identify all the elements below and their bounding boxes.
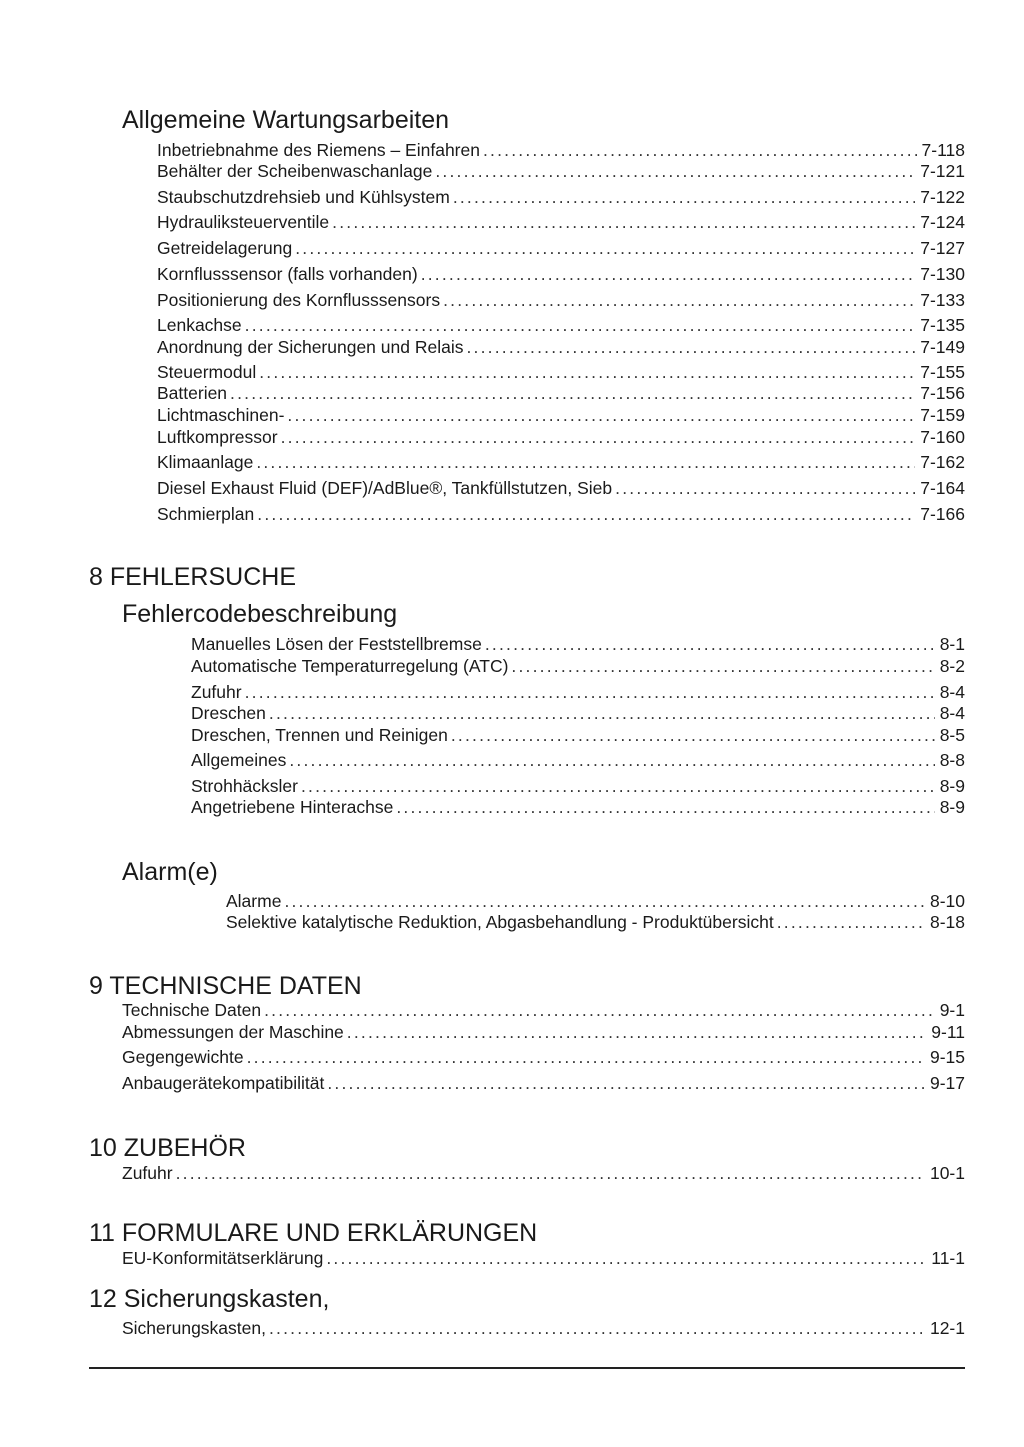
toc-page-number: 7-124: [920, 212, 965, 232]
toc-entry[interactable]: [157, 336, 965, 358]
toc-entry[interactable]: [157, 361, 965, 383]
toc-entry-title: Hydrauliksteuerventile: [157, 212, 330, 232]
toc-entry-title: Selektive katalytische Reduktion, Abgasbehandlung - Produktübersicht: [226, 912, 774, 932]
section-heading: Fehlercodebeschreibung: [122, 600, 398, 628]
toc-entry[interactable]: [122, 1247, 965, 1269]
toc-entry[interactable]: [191, 796, 965, 818]
toc-entry[interactable]: [191, 775, 965, 797]
toc-page-number: 7-156: [920, 383, 965, 403]
toc-entry[interactable]: [191, 702, 965, 724]
toc-entry-title: Dreschen: [191, 703, 266, 723]
footer-divider: [89, 1367, 965, 1369]
toc-leader-dots: [451, 724, 935, 746]
section-heading: Allgemeine Wartungsarbeiten: [122, 106, 450, 134]
toc-entry-title: Schmierplan: [157, 504, 255, 524]
chapter-heading: 9 TECHNISCHE DATEN: [89, 972, 362, 1000]
toc-entry[interactable]: [157, 404, 965, 426]
toc-entry-title: Angetriebene Hinterachse: [191, 797, 394, 817]
toc-entry[interactable]: [157, 211, 965, 233]
toc-leader-dots: [421, 263, 916, 285]
toc-entry-title: Technische Daten: [122, 1000, 262, 1020]
toc-entry[interactable]: [157, 139, 965, 161]
toc-entry[interactable]: [191, 724, 965, 746]
toc-leader-dots: [347, 1021, 926, 1043]
toc-entry[interactable]: [122, 1317, 965, 1339]
toc-page-number: 11-1: [931, 1248, 965, 1268]
toc-entry-title: Dreschen, Trennen und Reinigen: [191, 725, 448, 745]
toc-entry-title: EU-Konformitätserklärung: [122, 1248, 324, 1268]
toc-entry-title: Zufuhr: [191, 682, 242, 702]
toc-page-number: 7-122: [920, 187, 965, 207]
toc-leader-dots: [230, 382, 915, 404]
toc-entry[interactable]: [122, 1162, 965, 1184]
toc-entry-title: Automatische Temperaturregelung (ATC): [191, 656, 509, 676]
toc-entry[interactable]: [122, 1072, 965, 1094]
toc-page-number: 8-10: [929, 891, 965, 911]
toc-entry[interactable]: [226, 890, 965, 912]
toc-entry[interactable]: [122, 999, 965, 1021]
toc-page-number: 8-4: [939, 703, 965, 723]
toc-entry-title: Luftkompressor: [157, 427, 278, 447]
toc-leader-dots: [301, 775, 935, 797]
toc-leader-dots: [615, 477, 915, 499]
toc-page-number: 8-2: [939, 656, 965, 676]
toc-page-number: 8-8: [939, 750, 965, 770]
toc-entry[interactable]: [157, 263, 965, 285]
toc-entry[interactable]: [157, 503, 965, 525]
toc-entry[interactable]: [157, 289, 965, 311]
toc-entry-title: Staubschutzdrehsieb und Kühlsystem: [157, 187, 450, 207]
toc-entry[interactable]: [122, 1046, 965, 1068]
toc-entry-title: Lichtmaschinen-: [157, 405, 285, 425]
toc-entry-title: Getreidelagerung: [157, 238, 293, 258]
toc-page-number: 7-127: [920, 238, 965, 258]
toc-entry-title: Alarme: [226, 891, 282, 911]
toc-entry-title: Kornflusssensor (falls vorhanden): [157, 264, 418, 284]
toc-entry-title: Diesel Exhaust Fluid (DEF)/AdBlue®, Tankfüllstutzen, Sieb: [157, 478, 613, 498]
toc-page-number: 7-121: [920, 161, 965, 181]
chapter-heading: 10 ZUBEHÖR: [89, 1134, 246, 1162]
toc-page-number: 7-135: [920, 315, 965, 335]
toc-entry[interactable]: [157, 382, 965, 404]
toc-entry-title: Anbaugerätekompatibilität: [122, 1073, 325, 1093]
toc-leader-dots: [396, 796, 934, 818]
chapter-heading: 8 FEHLERSUCHE: [89, 563, 296, 591]
toc-entry[interactable]: [191, 655, 965, 677]
toc-page-number: 8-5: [939, 725, 965, 745]
toc-entry-title: Manuelles Lösen der Feststellbremse: [191, 634, 482, 654]
toc-leader-dots: [264, 999, 935, 1021]
toc-leader-dots: [295, 237, 915, 259]
toc-leader-dots: [259, 361, 915, 383]
toc-entry[interactable]: [191, 681, 965, 703]
toc-leader-dots: [287, 404, 915, 426]
toc-page-number: 7-160: [920, 427, 965, 447]
toc-leader-dots: [485, 633, 935, 655]
toc-leader-dots: [284, 890, 925, 912]
section-heading: Alarm(e): [122, 858, 218, 886]
chapter-heading: 11 FORMULARE UND ERKLÄRUNGEN: [89, 1219, 538, 1247]
toc-entry[interactable]: [157, 426, 965, 448]
toc-entry[interactable]: [157, 160, 965, 182]
toc-entry[interactable]: [157, 477, 965, 499]
toc-page-number: 8-4: [939, 682, 965, 702]
toc-entry-title: Lenkachse: [157, 315, 242, 335]
toc-page-number: 7-162: [920, 452, 965, 472]
toc-page-number: 9-1: [939, 1000, 965, 1020]
toc-page-number: 7-159: [920, 405, 965, 425]
toc-leader-dots: [483, 139, 917, 161]
toc-entry-title: Strohhäcksler: [191, 776, 298, 796]
toc-leader-dots: [453, 186, 915, 208]
toc-entry-title: Batterien: [157, 383, 228, 403]
toc-leader-dots: [269, 1317, 925, 1339]
toc-entry[interactable]: [157, 186, 965, 208]
toc-page-number: 8-9: [939, 776, 965, 796]
chapter-heading: 12 Sicherungskasten,: [89, 1285, 330, 1313]
toc-page-number: 9-17: [929, 1073, 965, 1093]
toc-leader-dots: [176, 1162, 925, 1184]
toc-entry-title: Gegengewichte: [122, 1047, 244, 1067]
toc-leader-dots: [327, 1072, 925, 1094]
toc-leader-dots: [281, 426, 916, 448]
toc-entry-title: Steuermodul: [157, 362, 257, 382]
toc-leader-dots: [332, 211, 915, 233]
toc-entry[interactable]: [191, 633, 965, 655]
toc-leader-dots: [247, 1046, 925, 1068]
toc-page-number: 8-18: [929, 912, 965, 932]
toc-leader-dots: [326, 1247, 926, 1269]
toc-entry-title: Positionierung des Kornflusssensors: [157, 290, 441, 310]
toc-leader-dots: [257, 503, 915, 525]
toc-page-number: 7-133: [920, 290, 965, 310]
toc-page-number: 8-9: [939, 797, 965, 817]
toc-page-number: 12-1: [929, 1318, 965, 1338]
toc-entry[interactable]: [157, 237, 965, 259]
toc-page-number: 10-1: [929, 1163, 965, 1183]
toc-entry-title: Zufuhr: [122, 1163, 173, 1183]
toc-page-number: 7-166: [920, 504, 965, 524]
toc-entry-title: Klimaanlage: [157, 452, 254, 472]
toc-entry-title: Abmessungen der Maschine: [122, 1022, 344, 1042]
toc-leader-dots: [443, 289, 915, 311]
toc-leader-dots: [777, 911, 925, 933]
toc-leader-dots: [245, 681, 935, 703]
toc-page-number: 9-15: [929, 1047, 965, 1067]
toc-entry[interactable]: [191, 749, 965, 771]
toc-page-number: 7-118: [921, 140, 965, 160]
toc-entry[interactable]: [226, 911, 965, 933]
toc-leader-dots: [511, 655, 934, 677]
toc-entry[interactable]: [157, 314, 965, 336]
toc-leader-dots: [435, 160, 915, 182]
toc-entry-title: Sicherungskasten,: [122, 1318, 266, 1338]
toc-entry-title: Behälter der Scheibenwaschanlage: [157, 161, 433, 181]
toc-page-number: 8-1: [939, 634, 965, 654]
toc-leader-dots: [269, 702, 935, 724]
toc-entry-title: Inbetriebnahme des Riemens – Einfahren: [157, 140, 480, 160]
toc-entry[interactable]: [157, 451, 965, 473]
toc-page-number: 7-149: [920, 337, 965, 357]
toc-entry[interactable]: [122, 1021, 965, 1043]
toc-leader-dots: [256, 451, 915, 473]
toc-page-number: 7-164: [920, 478, 965, 498]
toc-page-number: 9-11: [931, 1022, 965, 1042]
toc-entry-title: Allgemeines: [191, 750, 287, 770]
toc-page-number: 7-130: [920, 264, 965, 284]
toc-leader-dots: [466, 336, 915, 358]
toc-leader-dots: [245, 314, 916, 336]
toc-entry-title: Anordnung der Sicherungen und Relais: [157, 337, 464, 357]
toc-page-number: 7-155: [920, 362, 965, 382]
toc-leader-dots: [289, 749, 934, 771]
